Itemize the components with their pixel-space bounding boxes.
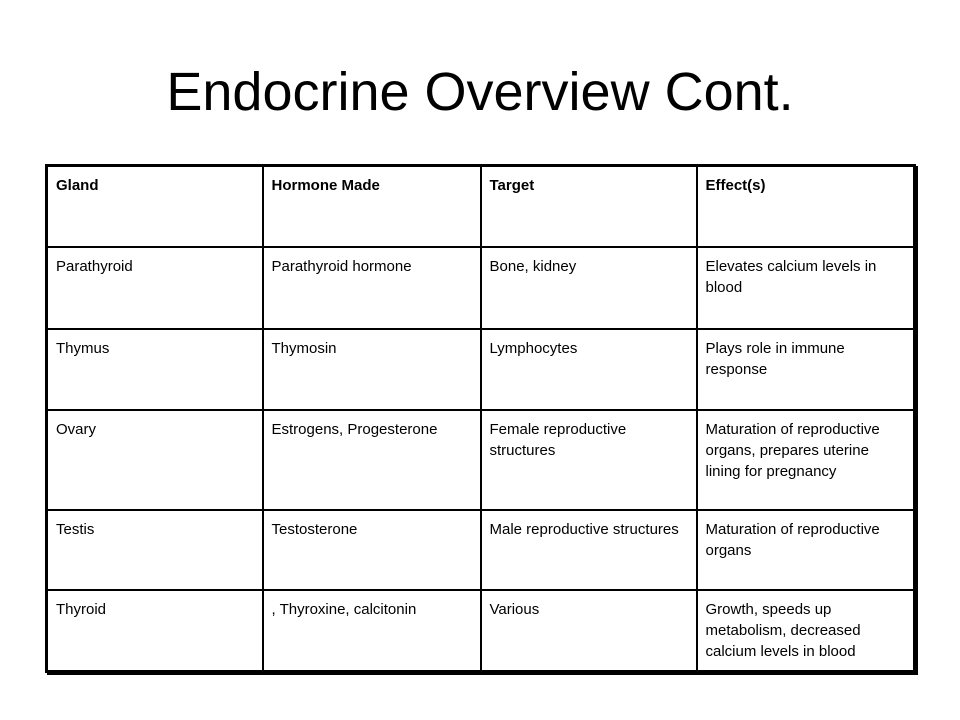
cell-effect: Maturation of reproductive organs, prepares uterine lining for pregnancy — [697, 410, 915, 510]
table-row — [47, 410, 915, 510]
cell-target: Female reproductive structures — [481, 410, 697, 510]
cell-hormone: Thymosin — [263, 329, 481, 410]
header-effects: Effect(s) — [697, 166, 915, 247]
header-hormone-made: Hormone Made — [263, 166, 481, 247]
table-row — [47, 329, 915, 410]
cell-target: Bone, kidney — [481, 247, 697, 329]
cell-hormone: Testosterone — [263, 510, 481, 590]
table-header-row — [47, 166, 915, 247]
table-row — [47, 510, 915, 590]
cell-gland: Testis — [47, 510, 263, 590]
cell-effect: Growth, speeds up metabolism, decreased calcium levels in blood — [697, 590, 915, 672]
endocrine-table-container — [45, 164, 915, 673]
cell-target: Male reproductive structures — [481, 510, 697, 590]
cell-hormone: Estrogens, Progesterone — [263, 410, 481, 510]
cell-effect: Elevates calcium levels in blood — [697, 247, 915, 329]
cell-gland: Parathyroid — [47, 247, 263, 329]
cell-hormone: , Thyroxine, calcitonin — [263, 590, 481, 672]
slide-title: Endocrine Overview Cont. — [166, 62, 794, 122]
cell-gland: Thymus — [47, 329, 263, 410]
cell-effect: Maturation of reproductive organs — [697, 510, 915, 590]
cell-hormone: Parathyroid hormone — [263, 247, 481, 329]
table-row — [47, 247, 915, 329]
cell-target: Various — [481, 590, 697, 672]
cell-effect: Plays role in immune response — [697, 329, 915, 410]
endocrine-table — [45, 164, 916, 673]
cell-target: Lymphocytes — [481, 329, 697, 410]
table-row — [47, 590, 915, 672]
header-gland: Gland — [47, 166, 263, 247]
cell-gland: Thyroid — [47, 590, 263, 672]
cell-gland: Ovary — [47, 410, 263, 510]
header-target: Target — [481, 166, 697, 247]
